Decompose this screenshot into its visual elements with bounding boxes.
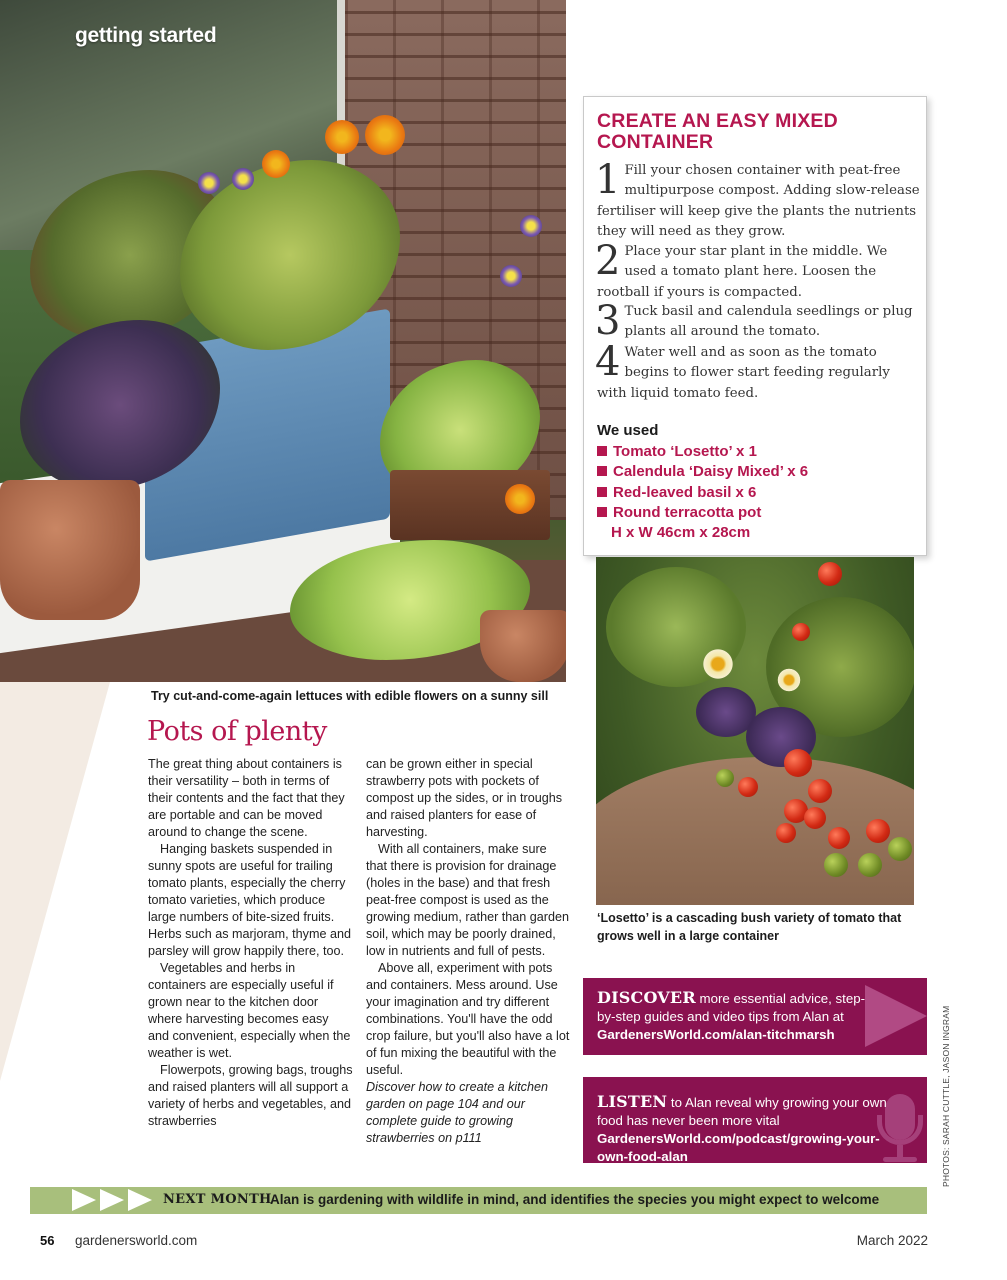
step-4: [595, 339, 922, 404]
paragraph: Hanging baskets suspended in sunny spots are useful for trailing tomato plants, especially the cherry tomato varieties, which produce large numbers of bite-sized fruits. Herbs such as marjoram, thyme and parsley will grow happily there, too.: [148, 842, 351, 958]
nasturtium-flower: [325, 120, 359, 154]
we-used-title: We used: [597, 422, 659, 439]
article-headline: Pots of plenty: [147, 716, 327, 747]
list-item: [597, 483, 808, 503]
viola-flower: [198, 172, 220, 194]
section-tag: getting started: [75, 24, 217, 47]
bullet-square-icon: [597, 487, 607, 497]
step-text: Tuck basil and calendula seedlings or plug plants all around the tomato.: [624, 304, 913, 340]
step-number: 4: [595, 339, 621, 385]
list-item: [597, 503, 808, 523]
marigold-flower: [505, 484, 535, 514]
article-column-2: [366, 756, 571, 1147]
tomato-fruit: [818, 562, 842, 586]
step-number: 1: [595, 157, 621, 203]
hero-photo: [0, 0, 566, 682]
green-tomato: [888, 837, 912, 861]
bullet-square-icon: [597, 507, 607, 517]
next-month-text: Alan is gardening with wildlife in mind, and identifies the species you might expect to welcome: [270, 1192, 880, 1207]
discover-link[interactable]: GardenersWorld.com/alan-titchmarsh: [597, 1027, 835, 1042]
paragraph: can be grown either in special strawberry pots with pockets of compost up the sides, or in troughs and raised planters for ease of harvesting.: [366, 757, 563, 839]
tomato-fruit: [784, 749, 812, 777]
list-item: [597, 442, 808, 462]
listen-keyword: LISTEN: [597, 1092, 668, 1111]
nasturtium-flower: [365, 115, 405, 155]
tomato-fruit: [808, 779, 832, 803]
discover-text: [597, 989, 867, 1044]
calendula-flower: [701, 647, 735, 681]
paragraph: The great thing about containers is their versatility – both in terms of their contents and the fact that they are portable and can be moved around to change the scene.: [148, 757, 345, 839]
green-tomato: [824, 853, 848, 877]
green-tomato: [716, 769, 734, 787]
listen-text: [597, 1093, 887, 1166]
tomato-fruit: [866, 819, 890, 843]
step-number: 3: [595, 298, 621, 344]
issue-date: March 2022: [856, 1233, 928, 1248]
step-number: 2: [595, 238, 621, 284]
listen-promo[interactable]: [583, 1077, 927, 1163]
paragraph: Flowerpots, growing bags, troughs and raised planters will all support a variety of herbs and vegetables, and strawberries: [148, 1063, 353, 1128]
tomato-fruit: [792, 623, 810, 641]
tomato-fruit: [804, 807, 826, 829]
cross-reference: Discover how to create a kitchen garden on page 104 and our complete guide to growing strawberries on p111: [366, 1080, 548, 1145]
nasturtium-flower: [262, 150, 290, 178]
next-month-label: NEXT MONTH: [163, 1192, 272, 1207]
arrow-icon: [72, 1189, 96, 1211]
step-text: Place your star plant in the middle. We used a tomato plant here. Loosen the rootball if yours is compacted.: [597, 244, 888, 300]
listen-body: to Alan reveal why growing your own food has never been more vital: [597, 1095, 887, 1128]
decorative-panel: [0, 682, 110, 1252]
bullet-square-icon: [597, 466, 607, 476]
green-tomato: [858, 853, 882, 877]
paragraph: Above all, experiment with pots and containers. Mess around. Use your imagination and try different combinations. You'll have the odd crop failure, but you'll also have a lot of fun mixing the beautiful with the useful.: [366, 961, 570, 1077]
tomato-fruit: [828, 827, 850, 849]
arrow-icon: [100, 1189, 124, 1211]
pot-size: H x W 46cm x 28cm: [611, 524, 751, 542]
terracotta-pot: [480, 610, 566, 682]
viola-flower: [500, 265, 522, 287]
arrow-icon: [128, 1189, 152, 1211]
page-number: 56: [40, 1233, 55, 1248]
step-text: Water well and as soon as the tomato begins to flower start feeding regularly with liquid tomato feed.: [597, 345, 890, 401]
step-text: Fill your chosen container with peat-free multipurpose compost. Adding slow-release fertiliser will keep give the plants the nutrients they will need as they grow.: [597, 163, 920, 239]
tomato-fruit: [738, 777, 758, 797]
microphone-icon: [885, 1094, 915, 1140]
discover-promo[interactable]: [583, 978, 927, 1055]
tomato-photo: [596, 557, 914, 905]
bullet-square-icon: [597, 446, 607, 456]
step-2: [595, 238, 922, 303]
how-to-box: [583, 96, 927, 556]
article-column-1: [148, 756, 353, 1130]
discover-keyword: DISCOVER: [597, 988, 696, 1007]
tomato-caption: ‘Losetto’ is a cascading bush variety of tomato that grows well in a large container: [597, 911, 902, 943]
item-label: Calendula ‘Daisy Mixed’ x 6: [613, 463, 809, 481]
hero-caption: Try cut-and-come-again lettuces with edible flowers on a sunny sill: [151, 689, 549, 703]
list-item: [597, 462, 808, 482]
item-label: Red-leaved basil x 6: [613, 483, 757, 501]
step-3: [595, 298, 922, 344]
site-url[interactable]: gardenersworld.com: [75, 1233, 198, 1248]
calendula-flower: [776, 667, 802, 693]
paragraph: With all containers, make sure that there is provision for drainage (holes in the base) and that fresh peat-free compost is used as the growing medium, rather than garden soil, which may be poorly drained, low in nutrients and full of pests.: [366, 842, 570, 958]
discover-body: more essential advice, step-by-step guides and video tips from Alan at: [597, 991, 866, 1024]
next-month-bar: [30, 1187, 927, 1214]
viola-flower: [232, 168, 254, 190]
item-label: Tomato ‘Losetto’ x 1: [613, 443, 757, 460]
tomato-fruit: [776, 823, 796, 843]
paragraph: Vegetables and herbs in containers are especially useful if grown near to the kitchen door where harvesting becomes easy and convenient, especially when the weather is wet.: [148, 961, 351, 1060]
viola-flower: [520, 215, 542, 237]
listen-link[interactable]: GardenersWorld.com/podcast/growing-your-own-food-alan: [597, 1131, 880, 1164]
we-used-list: [597, 442, 808, 543]
photo-credit: PHOTOS: SARAH CUTTLE, JASON INGRAM: [941, 1005, 951, 1187]
how-to-title: CREATE AN EASY MIXED CONTAINER: [597, 110, 838, 153]
microphone-icon: [883, 1157, 917, 1162]
step-1: [595, 157, 922, 242]
terracotta-pot: [0, 480, 140, 620]
play-icon[interactable]: [865, 985, 927, 1047]
item-label: Round terracotta pot: [613, 503, 762, 521]
